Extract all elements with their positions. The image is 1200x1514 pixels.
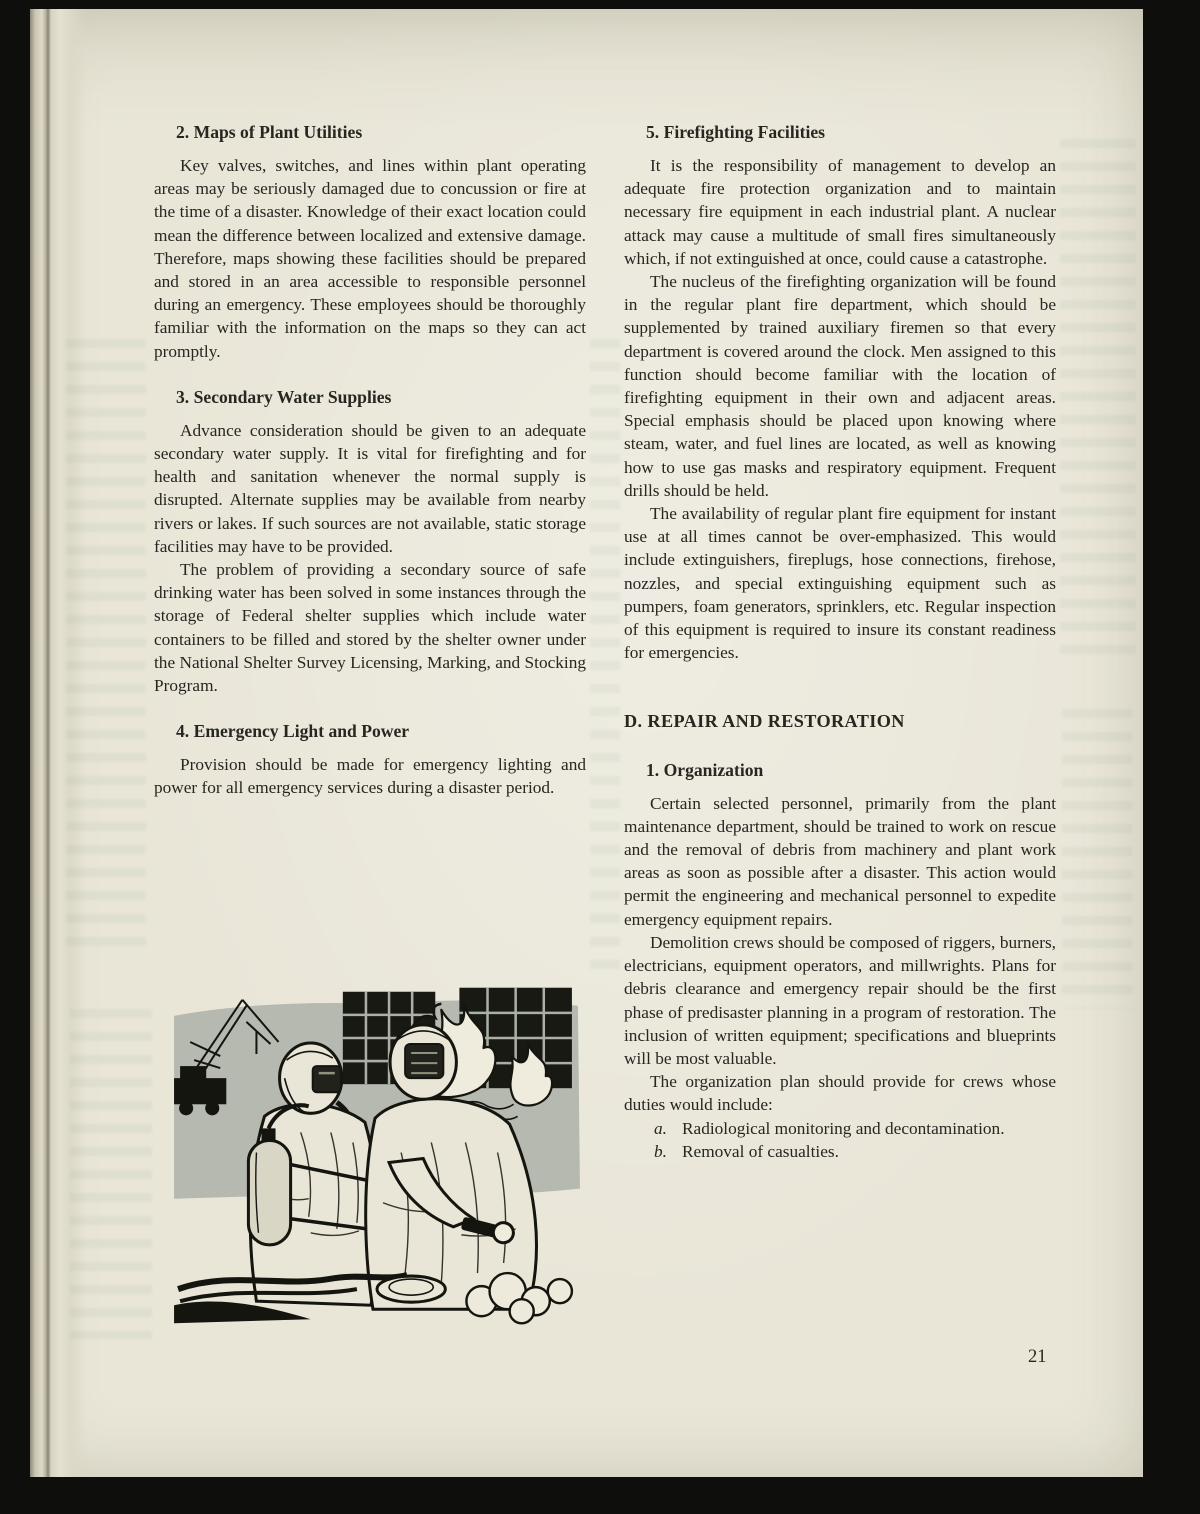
list-marker: a. (654, 1118, 667, 1138)
section-heading-water: 3. Secondary Water Supplies (176, 386, 392, 407)
paragraph: Key valves, switches, and lines within plant operating areas may be seriously damaged due to concussion or fire at the time of a disaster. Knowledge of their exact location could mean the difference between localized and extensive damage. Therefore, maps showing these facilities should be prepared and stored in an area accessible to responsible personnel during an emergency. These employees should be thoroughly familiar with the information on the maps so they can act promptly. (154, 156, 586, 361)
section-heading-maps: 2. Maps of Plant Utilities (176, 122, 363, 142)
section-heading-firefighting: 5. Firefighting Facilities (646, 122, 826, 142)
paragraph: Certain selected personnel, primarily from the plant maintenance department, should be trained to work on rescue and the removal of debris from machinery and plant work areas as soon as possible after a disaster. This action would permit the engineering and mechanical personnel to expedite emergency equipment repairs. (624, 793, 1056, 929)
paragraph: The problem of providing a secondary source of safe drinking water has been solved in some instances through the storage of Federal shelter supplies which include water containers to be filled and stored by the shelter owner under the National Shelter Survey Licensing, Marking, and Stocking Program. (154, 560, 586, 696)
ink-bleedthrough (70, 1009, 152, 1339)
paragraph: It is the responsibility of management to develop an adequate fire protection organization and to maintain necessary fire equipment in each industrial plant. A nuclear attack may cause a multitude of small fires simultaneously which, if not extinguished at once, could cause a catastrophe. (624, 156, 1056, 268)
firefighters-illustration (160, 981, 592, 1329)
right-column (624, 121, 1056, 1163)
ink-bleedthrough (1062, 709, 1132, 1009)
page-number: 21 (1028, 1347, 1047, 1367)
paragraph: Demolition crews should be composed of riggers, burners, electricians, equipment operators, and millwrights. Plans for debris clearance and emergency repair should be the first phase of predisaster planning in a program of restoration. The inclusion of written equipment; specifications and blueprints will be most valuable. (624, 932, 1056, 1068)
paragraph: The availability of regular plant fire equipment for instant use at all times cannot be over-emphasized. This would include extinguishers, fireplugs, hose connections, firehose, nozzles, and special extinguishing equipment such as pumpers, foam generators, sprinklers, etc. Regular inspection of this equipment is required to insure its constant readiness for emergencies. (624, 504, 1056, 663)
paragraph: Provision should be made for emergency lighting and power for all emergency services during a disaster period. (154, 755, 586, 798)
document-page (30, 9, 1143, 1477)
duties-list (624, 1117, 1056, 1163)
left-column (154, 121, 586, 800)
ink-bleedthrough (66, 339, 146, 959)
paragraph: The nucleus of the firefighting organization will be found in the regular plant fire department, which should be supplemented by trained auxiliary firemen so that every department is covered around the clock. Men assigned to this function should become familiar with the location of firefighting equipment in their own and adjacent areas. Special emphasis should be placed upon knowing where steam, water, and fuel lines are located, as well as knowing how to use gas masks and respiratory equipment. Frequent drills should be held. (624, 272, 1056, 500)
list-item-text: Removal of casualties. (682, 1141, 839, 1161)
paragraph: The organization plan should provide for crews whose duties would include: (624, 1072, 1056, 1115)
subsection-heading-organization: 1. Organization (646, 759, 764, 780)
firefighters-illustration-svg (160, 981, 592, 1329)
list-item (624, 1140, 1056, 1163)
list-item-text: Radiological monitoring and decontamination. (682, 1118, 1005, 1138)
paragraph: Advance consideration should be given to an adequate secondary water supply. It is vital for firefighting and for health and sanitation whenever the normal supply is disrupted. Alternate supplies may be available from nearby rivers or lakes. If such sources are not available, static storage facilities may have to be provided. (154, 420, 586, 556)
ink-bleedthrough (1060, 139, 1136, 659)
section-heading-repair-restoration: D. REPAIR AND RESTORATION (624, 711, 905, 732)
section-heading-light-power: 4. Emergency Light and Power (176, 721, 410, 742)
book-binding-edge (30, 9, 86, 1477)
list-item (624, 1117, 1056, 1140)
ink-bleedthrough (590, 339, 620, 969)
list-marker: b. (654, 1141, 667, 1161)
